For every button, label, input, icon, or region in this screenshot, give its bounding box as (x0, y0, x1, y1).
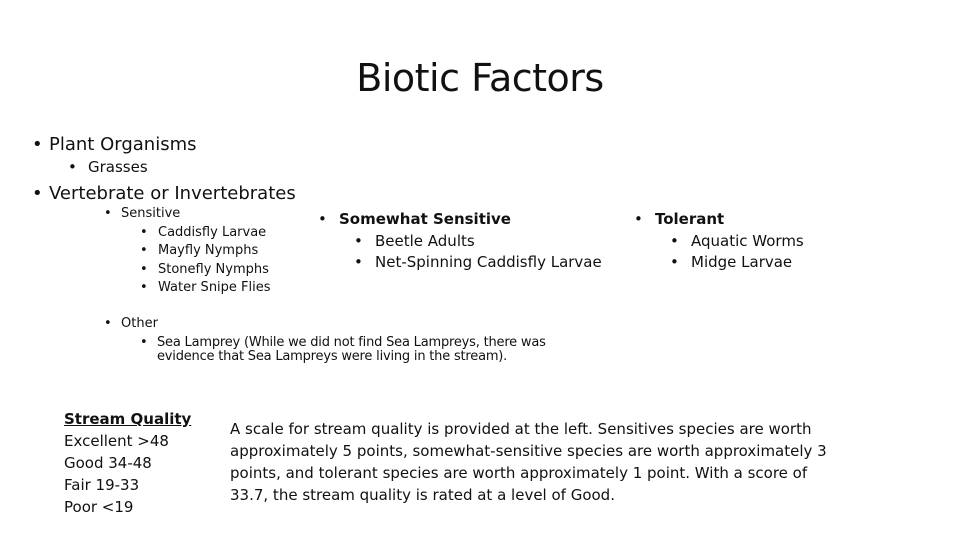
sensitive-item: Mayfly Nymphs (158, 243, 259, 258)
slide-title: Biotic Factors (356, 56, 604, 100)
somewhat-item: Beetle Adults (375, 232, 475, 250)
bullet-dot: • (32, 183, 43, 204)
sensitive-item: Caddisfly Larvae (158, 225, 267, 240)
stream-quality-scale (64, 408, 191, 518)
summary-paragraph: A scale for stream quality is provided at the left. Sensitives species are worth approximately 5 points, somewhat-sensitive species are worth approximately 3 points, and tolerant species are worth approximately 1 point. With a score of 33.7, the stream quality is rated at a level of Good. (230, 420, 827, 504)
bullet-vertebrate-label: Vertebrate or Invertebrates (49, 183, 296, 204)
sensitive-item: Water Snipe Flies (158, 280, 271, 295)
tolerant-heading: Tolerant (655, 210, 725, 228)
stream-quality-row: Good 34-48 (64, 454, 152, 472)
tolerant-item: Aquatic Worms (691, 232, 804, 250)
sensitive-item: Stonefly Nymphs (158, 262, 269, 277)
other-item-line2: evidence that Sea Lampreys were living in the stream). (157, 349, 508, 364)
other-item-line1: Sea Lamprey (While we did not find Sea Lampreys, there was (157, 335, 546, 350)
bullet-dot: • (104, 206, 112, 221)
stream-quality-heading: Stream Quality (64, 410, 192, 428)
bullet-dot: • (68, 158, 77, 176)
somewhat-item: Net-Spinning Caddisfly Larvae (375, 253, 602, 271)
sensitive-heading: Sensitive (121, 206, 181, 221)
bullet-plant-label: Plant Organisms (49, 134, 197, 155)
other-heading: Other (121, 316, 158, 331)
somewhat-heading: Somewhat Sensitive (339, 210, 511, 228)
bullet-grasses-label: Grasses (88, 158, 148, 176)
stream-quality-row: Poor <19 (64, 498, 134, 516)
bullet-dot: • (32, 134, 43, 155)
stream-quality-row: Excellent >48 (64, 432, 169, 450)
tolerant-item: Midge Larvae (691, 253, 793, 271)
stream-quality-row: Fair 19-33 (64, 476, 140, 494)
